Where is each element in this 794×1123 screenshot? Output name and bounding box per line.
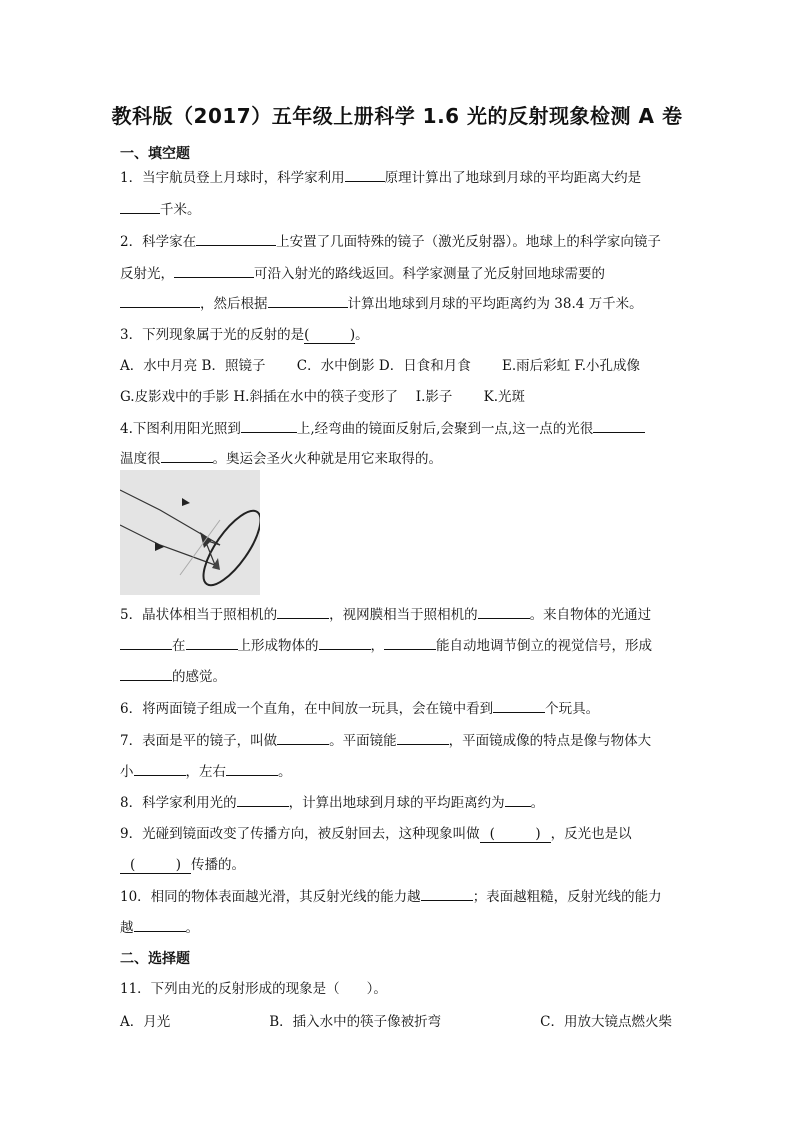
answer-blank[interactable] bbox=[277, 730, 329, 745]
question-4-line-2: 温度很 。奥运会圣火火种就是用它来取得的。 bbox=[120, 447, 680, 467]
answer-blank[interactable] bbox=[384, 635, 436, 650]
question-3-options-1: A．水中月亮 B．照镜子 C．水中倒影 D．日食和月食 E.雨后彩虹 F.小孔成像 bbox=[120, 358, 640, 374]
answer-blank[interactable] bbox=[120, 666, 172, 681]
section-heading-multiple-choice: 二、选择题 bbox=[120, 951, 190, 967]
answer-blank[interactable] bbox=[196, 231, 276, 246]
answer-blank[interactable] bbox=[268, 293, 348, 308]
question-4-line-1: 4.下图利用阳光照到 上,经弯曲的镜面反射后,会聚到一点,这一点的光很 bbox=[120, 417, 680, 437]
answer-blank[interactable] bbox=[241, 418, 297, 433]
answer-blank[interactable] bbox=[134, 917, 186, 932]
answer-blank[interactable] bbox=[277, 604, 329, 619]
answer-blank[interactable] bbox=[493, 698, 545, 713]
question-11-options bbox=[120, 1010, 672, 1030]
question-2-line-3: ，然后根据 计算出地球到月球的平均距离约为 38.4 万千米。 bbox=[120, 292, 680, 312]
answer-blank[interactable] bbox=[174, 263, 254, 278]
page-title: 教科版（2017）五年级上册科学 1.6 光的反射现象检测 A 卷 bbox=[111, 104, 683, 128]
section-heading-fill-blank: 一、填空题 bbox=[120, 146, 190, 162]
concave-mirror-figure bbox=[120, 470, 260, 595]
answer-blank[interactable] bbox=[397, 730, 449, 745]
question-2-line-1: 2．科学家在 上安置了几面特殊的镜子（激光反射器）。地球上的科学家向镜子 bbox=[120, 230, 680, 250]
answer-paren-blank[interactable]: ( ) bbox=[304, 327, 356, 343]
question-10-line-1: 10．相同的物体表面越光滑，其反射光线的能力越 ；表面越粗糙，反射光线的能力 bbox=[120, 885, 680, 905]
answer-blank[interactable] bbox=[161, 448, 213, 463]
question-9-line-1: 9．光碰到镜面改变了传播方向，被反射回去，这种现象叫做 ( ) ，反光也是以 bbox=[120, 826, 632, 842]
question-6: 6．将两面镜子组成一个直角，在中间放一玩具，会在镜中看到 个玩具。 bbox=[120, 697, 680, 717]
question-1-line-1: 1．当宇航员登上月球时，科学家利用 原理计算出了地球到月球的平均距离大约是 bbox=[120, 166, 680, 186]
question-3-stem: 3．下列现象属于光的反射的是( )。 bbox=[120, 327, 369, 343]
answer-blank[interactable] bbox=[345, 167, 385, 182]
question-8: 8．科学家利用光的 ，计算出地球到月球的平均距离约为 。 bbox=[120, 791, 680, 811]
answer-blank[interactable] bbox=[186, 635, 238, 650]
question-1-line-2: 千米。 bbox=[120, 198, 680, 218]
answer-blank[interactable] bbox=[134, 761, 186, 776]
question-11-stem: 11．下列由光的反射形成的现象是（ ）。 bbox=[120, 981, 387, 997]
answer-paren-blank[interactable]: ( ) bbox=[120, 857, 191, 874]
answer-blank[interactable] bbox=[226, 761, 278, 776]
question-7-line-1: 7．表面是平的镜子，叫做 。平面镜能 ，平面镜成像的特点是像与物体大 bbox=[120, 729, 680, 749]
option-c[interactable]: C．用放大镜点燃火柴 bbox=[540, 1014, 672, 1030]
question-2-line-2: 反射光， 可沿入射光的路线返回。科学家测量了光反射回地球需要的 bbox=[120, 262, 680, 282]
answer-blank[interactable] bbox=[593, 418, 645, 433]
question-3-options-2: G.皮影戏中的手影 H.斜插在水中的筷子变形了 I.影子 K.光斑 bbox=[120, 389, 526, 405]
answer-blank[interactable] bbox=[237, 792, 289, 807]
question-7-line-2: 小 ，左右 。 bbox=[120, 760, 680, 780]
option-a[interactable]: A．月光 bbox=[120, 1014, 171, 1030]
answer-blank[interactable] bbox=[421, 886, 473, 901]
question-10-line-2: 越 。 bbox=[120, 916, 680, 936]
answer-blank[interactable] bbox=[120, 199, 160, 214]
answer-blank[interactable] bbox=[120, 293, 200, 308]
answer-paren-blank[interactable]: ( ) bbox=[480, 826, 551, 843]
question-9-line-2: ( ) 传播的。 bbox=[120, 853, 680, 873]
answer-blank[interactable] bbox=[505, 792, 531, 807]
answer-blank[interactable] bbox=[319, 635, 371, 650]
concave-mirror-diagram bbox=[120, 470, 260, 595]
question-5-line-1: 5．晶状体相当于照相机的 ，视网膜相当于照相机的 。来自物体的光通过 bbox=[120, 603, 680, 623]
question-5-line-2: 在 上形成物体的 ， 能自动地调节倒立的视觉信号，形成 bbox=[120, 634, 680, 654]
option-b[interactable]: B．插入水中的筷子像被折弯 bbox=[269, 1014, 442, 1030]
question-5-line-3: 的感觉。 bbox=[120, 665, 680, 685]
answer-blank[interactable] bbox=[120, 635, 172, 650]
answer-blank[interactable] bbox=[478, 604, 530, 619]
